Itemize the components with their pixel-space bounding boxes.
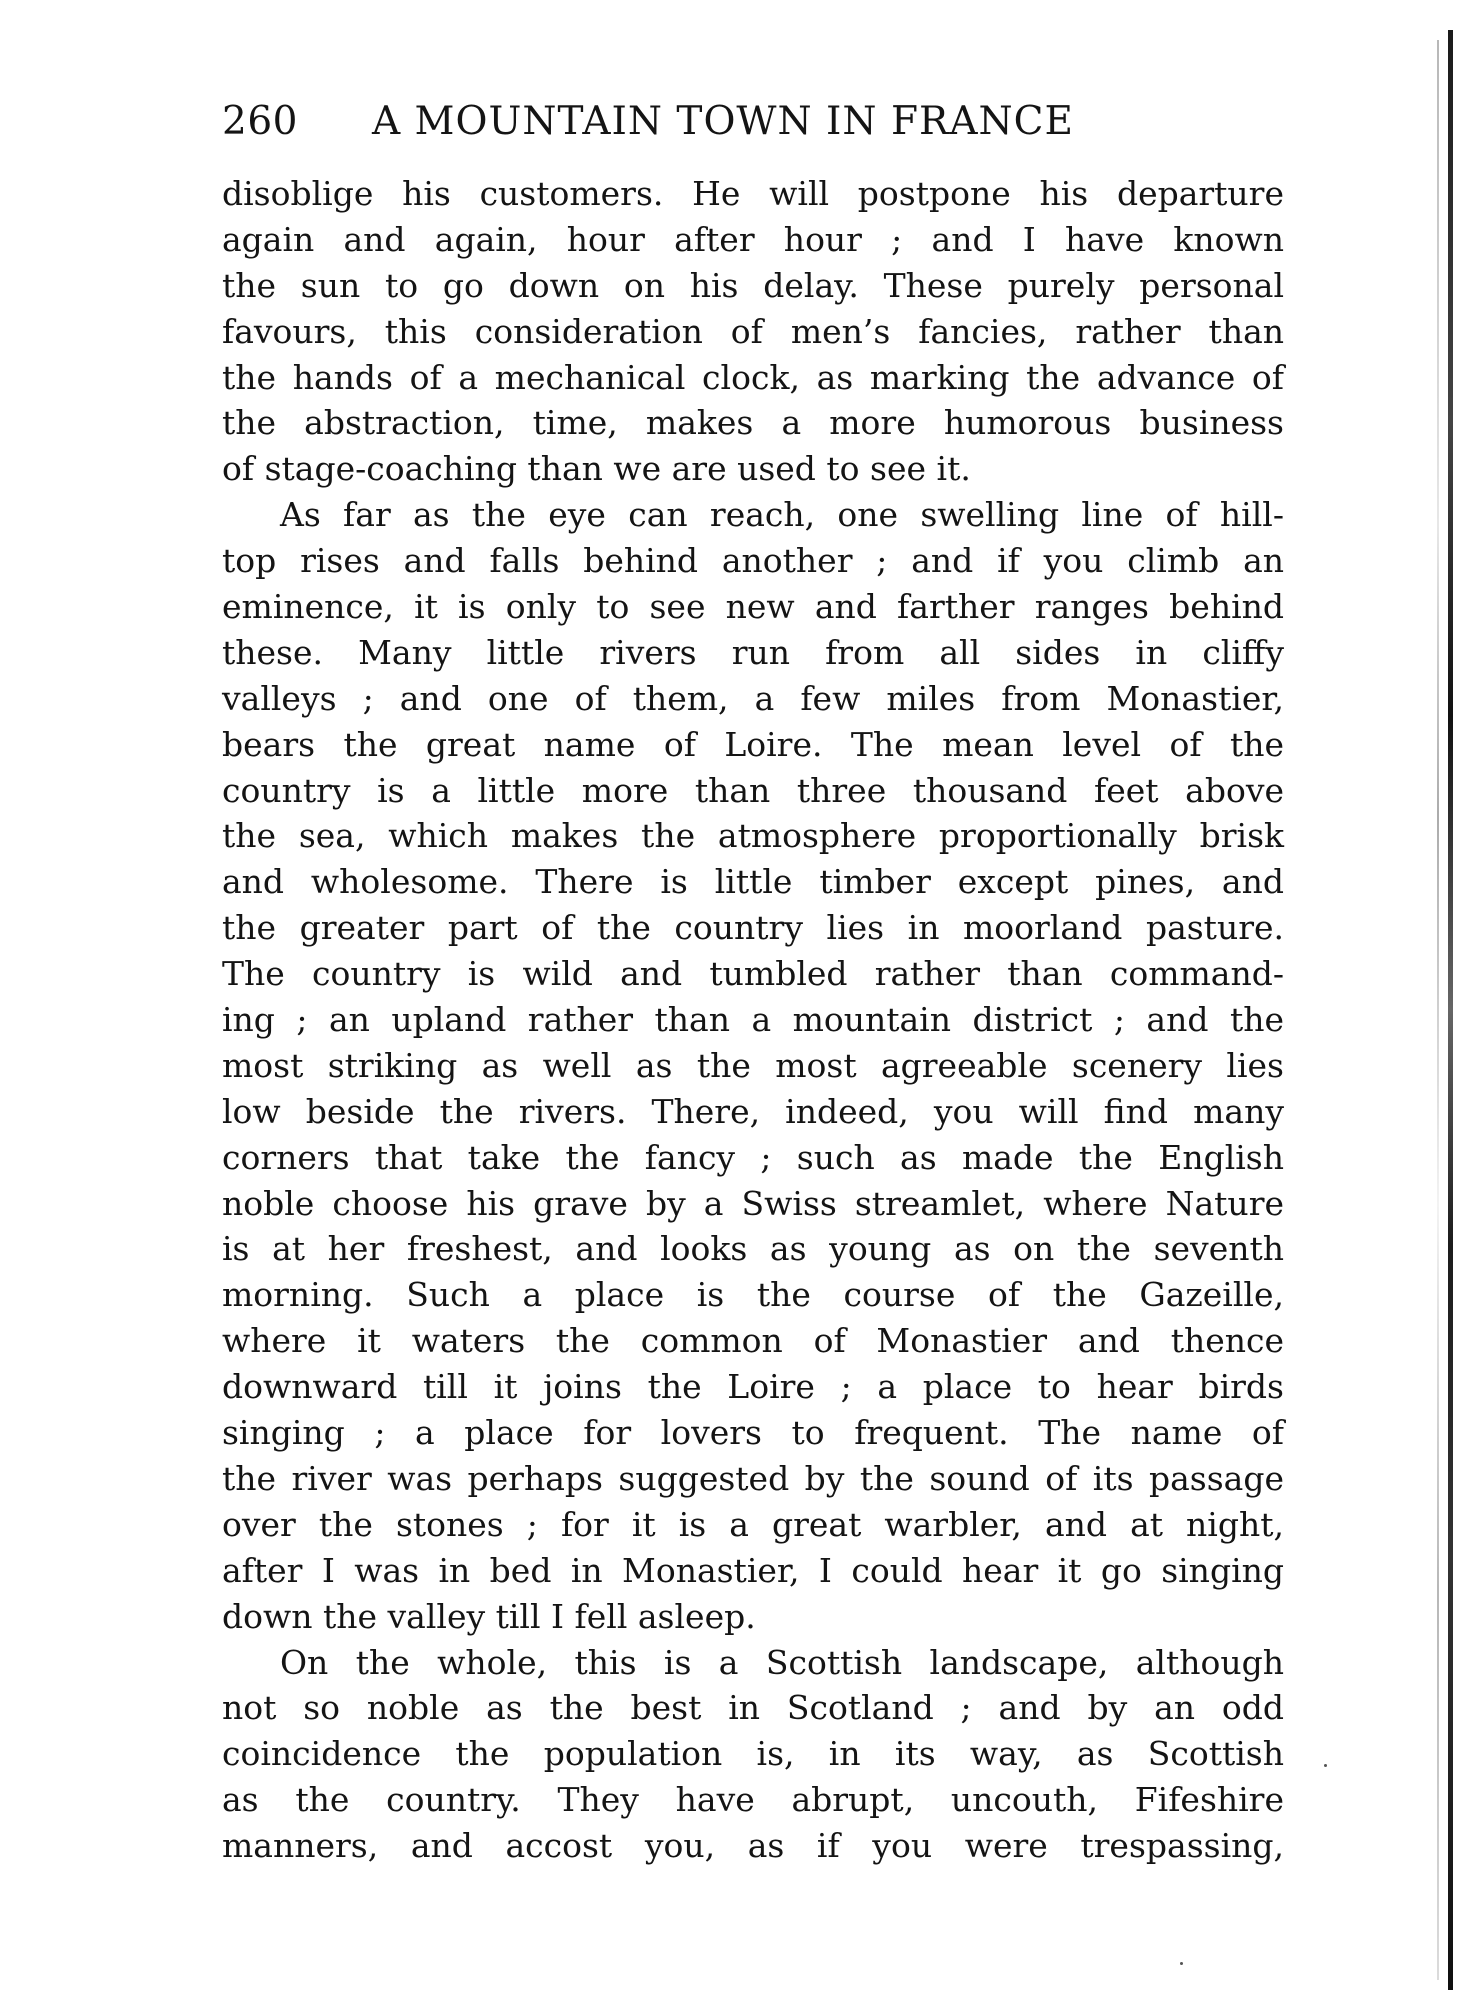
text-line: low beside the rivers. There, indeed, you will find many — [222, 1091, 1284, 1131]
body-text — [222, 171, 1284, 1869]
text-line: these. Many little rivers run from all sides in cliffy — [222, 632, 1284, 672]
text-line: ing ; an upland rather than a mountain district ; and the — [222, 1000, 1284, 1040]
text-line: The country is wild and tumbled rather than command- — [222, 954, 1284, 994]
text-line: coincidence the population is, in its way, as Scottish — [222, 1734, 1284, 1774]
scan-shadow — [1437, 40, 1439, 1980]
text-line: the hands of a mechanical clock, as marking the advance of — [222, 357, 1284, 397]
text-line: of stage-coaching than we are used to see it. — [222, 449, 971, 489]
text-line: after I was in bed in Monastier, I could hear it go singing — [222, 1550, 1284, 1590]
text-line: and wholesome. There is little timber except pines, and — [222, 862, 1284, 902]
text-line: manners, and accost you, as if you were trespassing, — [222, 1826, 1284, 1866]
text-line: corners that take the fancy ; such as made the English — [222, 1137, 1284, 1177]
text-line: disoblige his customers. He will postpone his departure — [222, 174, 1284, 213]
text-line: the river was perhaps suggested by the sound of its passage — [222, 1458, 1284, 1498]
text-line: country is a little more than three thousand feet above — [222, 770, 1284, 810]
text-line: morning. Such a place is the course of the Gazeille, — [222, 1275, 1284, 1315]
text-line: where it waters the common of Monastier and thence — [222, 1321, 1284, 1361]
text-line: the greater part of the country lies in moorland pasture. — [222, 908, 1284, 948]
page-edge-scan-border — [1448, 30, 1453, 1990]
running-title: A MOUNTAIN TOWN IN FRANCE — [372, 99, 1074, 144]
text-line: noble choose his grave by a Swiss streamlet, where Nature — [222, 1183, 1284, 1223]
text-line: valleys ; and one of them, a few miles from Monastier, — [222, 678, 1284, 718]
running-head — [222, 96, 1284, 148]
paragraph-start-line: On the whole, this is a Scottish landscape, although — [280, 1642, 1284, 1682]
text-line: again and again, hour after hour ; and I have known — [222, 219, 1284, 259]
text-line: downward till it joins the Loire ; a place to hear birds — [222, 1367, 1284, 1407]
scan-speck — [1324, 1764, 1327, 1767]
text-line: the abstraction, time, makes a more humorous business — [222, 403, 1284, 443]
text-line: over the stones ; for it is a great warbler, and at night, — [222, 1504, 1284, 1544]
text-line: the sun to go down on his delay. These purely personal — [222, 265, 1284, 305]
text-line: favours, this consideration of men’s fancies, rather than — [222, 311, 1284, 351]
page-number: 260 — [222, 99, 298, 144]
scan-speck — [1180, 1962, 1183, 1965]
text-line: singing ; a place for lovers to frequent. The name of — [222, 1413, 1284, 1453]
text-line: top rises and falls behind another ; and if you climb an — [222, 541, 1284, 581]
text-line: not so noble as the best in Scotland ; and by an odd — [222, 1688, 1284, 1728]
text-line: the sea, which makes the atmosphere proportionally brisk — [222, 816, 1284, 856]
text-line: bears the great name of Loire. The mean level of the — [222, 724, 1284, 764]
text-line: most striking as well as the most agreeable scenery lies — [222, 1045, 1284, 1085]
text-line: eminence, it is only to see new and farther ranges behind — [222, 587, 1284, 627]
text-line: down the valley till I fell asleep. — [222, 1596, 756, 1636]
text-line: is at her freshest, and looks as young as on the seventh — [222, 1229, 1284, 1269]
paragraph-start-line: As far as the eye can reach, one swelling line of hill- — [280, 495, 1284, 535]
text-line: as the country. They have abrupt, uncouth, Fifeshire — [222, 1780, 1284, 1820]
